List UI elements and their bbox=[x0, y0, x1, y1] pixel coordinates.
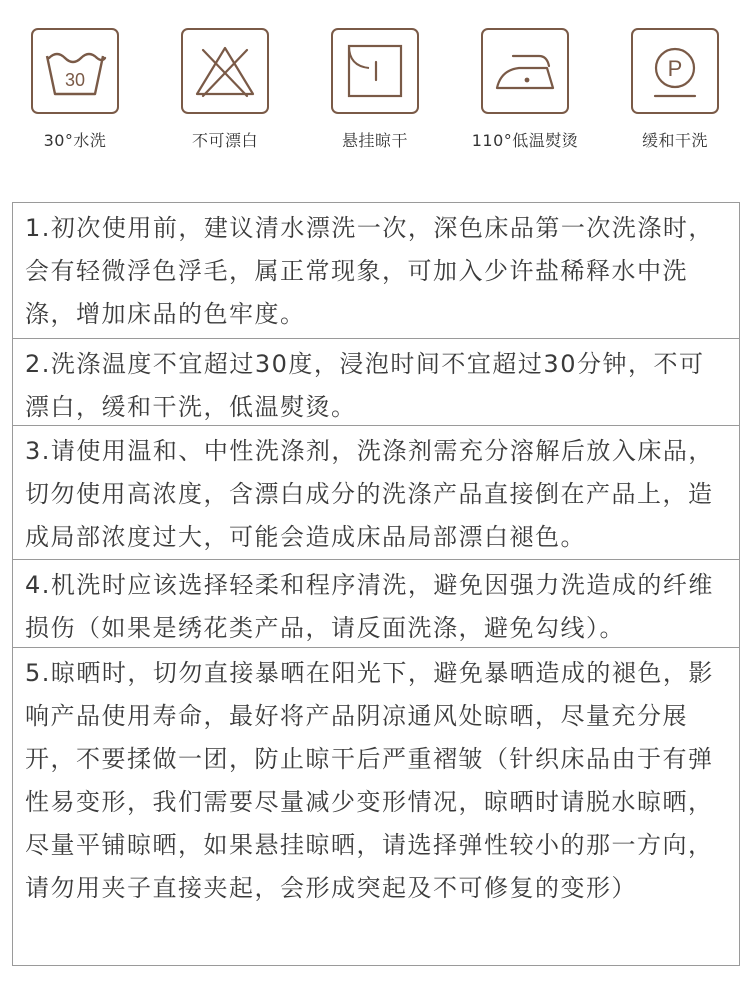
instruction-row-3 bbox=[13, 426, 739, 560]
gentle-dry-clean-icon bbox=[631, 28, 719, 114]
care-icons-row bbox=[0, 28, 750, 158]
care-item-iron bbox=[450, 28, 600, 151]
care-instructions-table bbox=[12, 202, 740, 966]
care-label-bleach: 不可漂白 bbox=[191, 131, 258, 150]
instruction-text-1: 1.初次使用前，建议清水漂洗一次，深色床品第一次洗涤时，会有轻微浮色浮毛，属正常现象，可加入少许盐稀释水中洗涤，增加床品的色牢度。 bbox=[25, 214, 714, 328]
instruction-text-5: 5.晾晒时，切勿直接暴晒在阳光下，避免暴晒造成的褪色，影响产品使用寿命，最好将产品阴凉通风处晾晒，尽量充分展开，不要揉做一团，防止晾干后严重褶皱（针织床品由于有弹性易变形，我们需要尽量减少变形情况，晾晒时请脱水晾晒，尽量平铺晾晒，如果悬挂晾晒，请选择弹性较小的那一方向，请勿用夹子直接夹起，会形成突起及不可修复的变形） bbox=[25, 659, 714, 902]
instruction-text-2: 2.洗涤温度不宜超过30度，浸泡时间不宜超过30分钟，不可漂白，缓和干洗，低温熨烫。 bbox=[25, 350, 705, 421]
instruction-row-4 bbox=[13, 560, 739, 648]
care-item-hang-dry bbox=[300, 28, 450, 151]
instruction-text-4: 4.机洗时应该选择轻柔和程序清洗，避免因强力洗造成的纤维损伤（如果是绣花类产品，请反面洗涤，避免勾线）。 bbox=[25, 571, 714, 642]
wash-temperature: 30 bbox=[64, 70, 86, 90]
care-item-wash bbox=[0, 28, 150, 151]
instruction-text-3: 3.请使用温和、中性洗涤剂，洗涤剂需充分溶解后放入床品，切勿使用高浓度，含漂白成分的洗涤产品直接倒在产品上，造成局部浓度过大，可能会造成床品局部漂白褪色。 bbox=[25, 437, 714, 551]
instruction-row-5 bbox=[13, 648, 739, 965]
care-label-hang-dry: 悬挂晾干 bbox=[341, 131, 408, 150]
wash-30-icon bbox=[31, 28, 119, 114]
do-not-bleach-icon bbox=[181, 28, 269, 114]
care-label-dry-clean: 缓和干洗 bbox=[641, 131, 708, 150]
hang-dry-icon bbox=[331, 28, 419, 114]
care-item-dry-clean bbox=[600, 28, 750, 151]
iron-low-temp-icon bbox=[481, 28, 569, 114]
care-label-iron: 110°低温熨烫 bbox=[471, 131, 579, 150]
dry-clean-symbol: P bbox=[667, 56, 683, 81]
instruction-row-2 bbox=[13, 339, 739, 426]
instruction-row-1 bbox=[13, 203, 739, 339]
care-item-bleach bbox=[150, 28, 300, 151]
care-label-wash: 30°水洗 bbox=[43, 131, 107, 150]
